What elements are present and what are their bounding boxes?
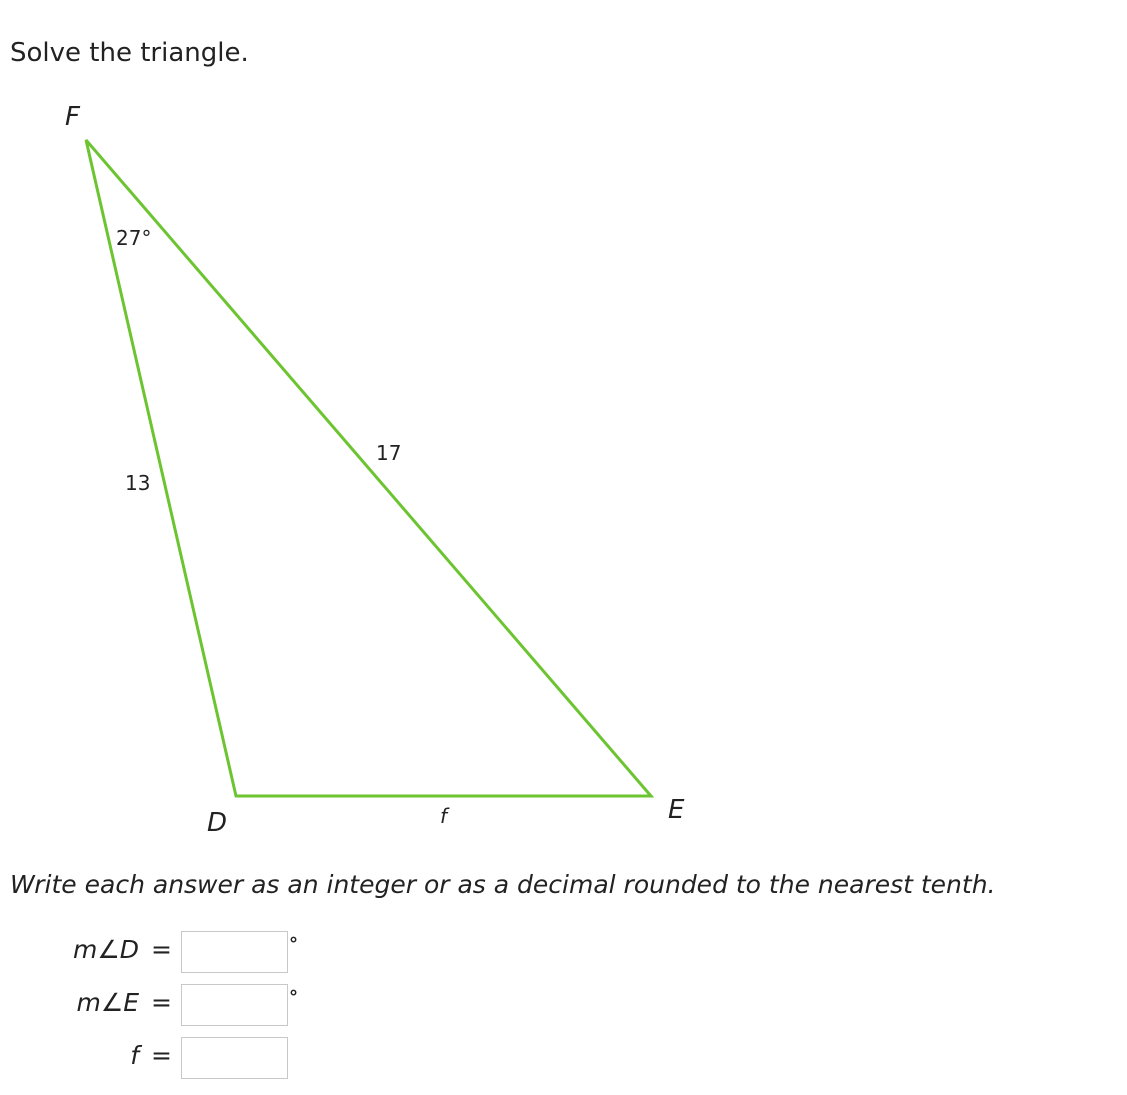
answer-instruction: Write each answer as an integer or as a decimal rounded to the nearest tenth. bbox=[10, 870, 996, 899]
angle-D-input[interactable] bbox=[181, 931, 288, 973]
side-f-input[interactable] bbox=[181, 1037, 288, 1079]
angle-F-label: 27° bbox=[116, 226, 152, 250]
answer-row-angle-D bbox=[0, 928, 400, 980]
triangle-DEF bbox=[86, 140, 651, 796]
problem-prompt: Solve the triangle. bbox=[10, 38, 249, 68]
degree-unit: ° bbox=[289, 934, 298, 955]
answer-label-angle-D bbox=[73, 933, 172, 967]
equals-sign: = bbox=[151, 935, 172, 964]
answer-label-side-f bbox=[130, 1039, 172, 1073]
answer-label-angle-E bbox=[76, 986, 172, 1020]
answer-label-text: m∠D bbox=[73, 935, 140, 964]
triangle-diagram bbox=[0, 90, 760, 850]
equals-sign: = bbox=[151, 988, 172, 1017]
answer-label-text: f bbox=[130, 1041, 140, 1070]
side-DE-length-label: f bbox=[440, 804, 448, 828]
vertex-label-D: D bbox=[207, 808, 228, 838]
answer-label-text: m∠E bbox=[76, 988, 140, 1017]
equals-sign: = bbox=[151, 1041, 172, 1070]
vertex-label-F: F bbox=[65, 102, 80, 132]
degree-unit: ° bbox=[289, 987, 298, 1008]
side-FD-length-label: 13 bbox=[125, 471, 151, 495]
answer-row-angle-E bbox=[0, 981, 400, 1033]
answer-form bbox=[0, 928, 400, 1087]
side-FE-length-label: 17 bbox=[376, 441, 402, 465]
vertex-label-E: E bbox=[668, 795, 685, 825]
answer-row-side-f bbox=[0, 1034, 400, 1086]
angle-E-input[interactable] bbox=[181, 984, 288, 1026]
triangle-svg bbox=[0, 90, 760, 850]
